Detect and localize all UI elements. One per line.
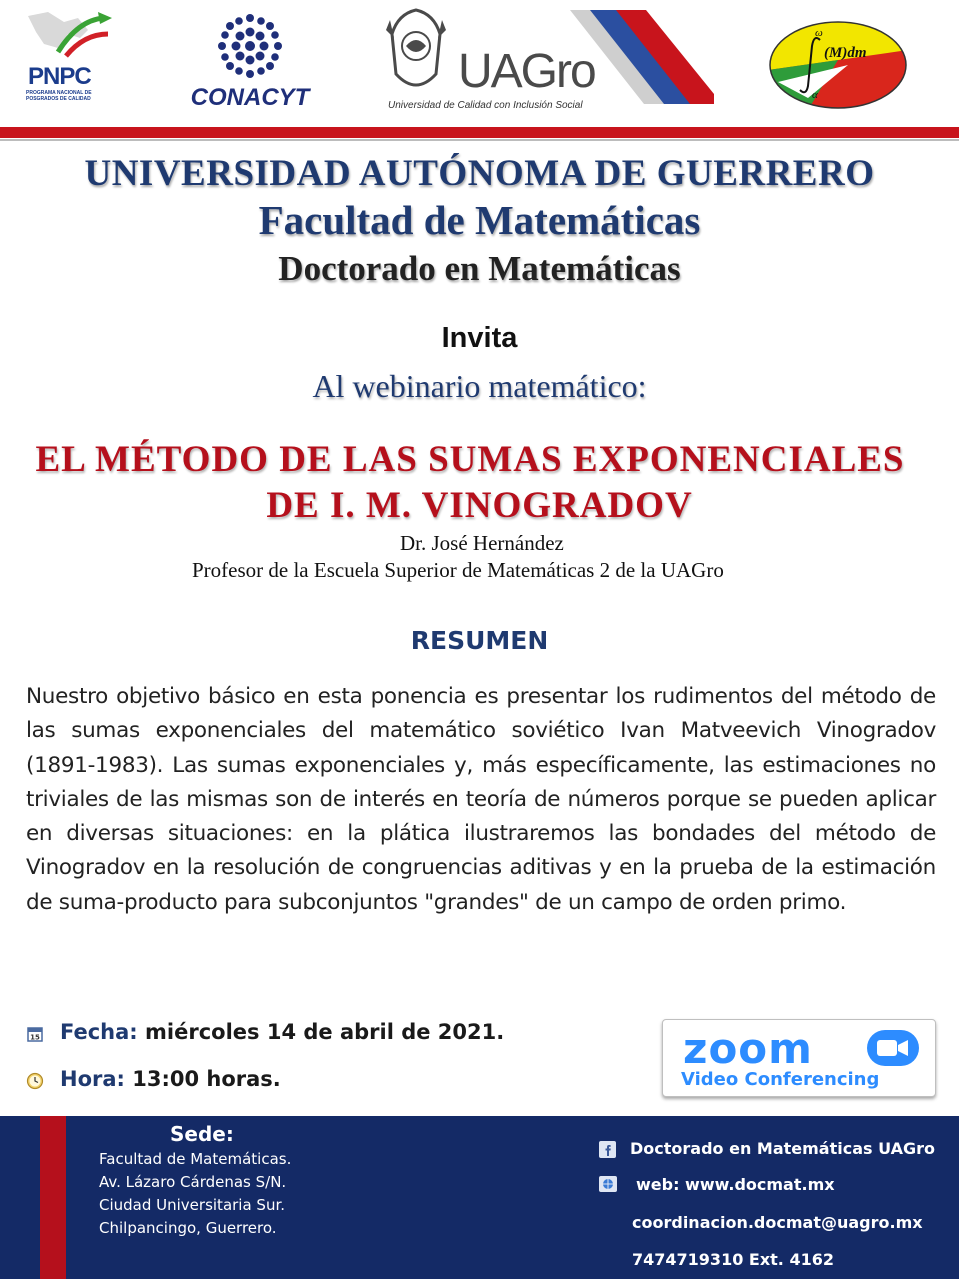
talk-title-line2: DE I. M. VINOGRADOV: [266, 485, 693, 526]
mdm-logo: [768, 20, 908, 110]
mdm-logo-lower: α: [812, 89, 818, 101]
uagro-logo-subtitle: Universidad de Calidad con Inclusión Social: [388, 100, 583, 111]
web-link[interactable]: web: www.docmat.mx: [636, 1175, 835, 1194]
svg-text:15: 15: [30, 1033, 40, 1042]
zoom-camera-icon: [867, 1030, 919, 1071]
footer-red-stripe: [40, 1116, 66, 1279]
calendar-icon: [26, 1024, 44, 1042]
pnpc-logo-subtitle: PROGRAMA NACIONAL DE POSGRADOS DE CALIDAD: [26, 90, 92, 102]
speaker-name: Dr. José Hernández: [400, 531, 564, 555]
sede-line: Av. Lázaro Cárdenas S/N.: [99, 1173, 287, 1191]
program-title: Doctorado en Matemáticas: [278, 249, 681, 288]
invita-text: Invita: [441, 322, 518, 354]
resumen-heading: RESUMEN: [410, 626, 549, 655]
hora-row: [26, 1067, 281, 1097]
uagro-logo-text: UAGro: [458, 45, 595, 98]
webinar-label: Al webinario matemático:: [312, 368, 647, 404]
zoom-logo-subtitle: Video Conferencing: [681, 1069, 880, 1090]
sede-line: Ciudad Universitaria Sur.: [99, 1196, 286, 1214]
header-red-band: [0, 127, 959, 138]
hora-label: Hora:: [60, 1067, 125, 1091]
sede-line: Chilpancingo, Guerrero.: [99, 1219, 277, 1237]
uagro-logo: [384, 4, 714, 114]
conacyt-logo: [180, 8, 320, 114]
zoom-logo: [662, 1019, 936, 1097]
university-title: UNIVERSIDAD AUTÓNOMA DE GUERRERO: [84, 153, 875, 194]
zoom-logo-text: zoom: [683, 1024, 813, 1073]
resumen-text: Nuestro objetivo básico en esta ponencia es presentar los rudimentos del método de las sumas exponenciales del matemático soviético Ivan Matveevich Vinogradov (1891-1983). Las sumas exponenciales y, más específicamente, las estimaciones no triviales de las mismas son de interés en teoría de números porque se pueden aplicar en diversas situaciones: en la plática ilustraremos las bondades del método de Vinogradov en la resolución de congruencias aditivas y en la prueba de la estimación de suma-producto para subconjuntos "grandes" de un campo de orden primo.: [26, 684, 936, 915]
fecha-label: Fecha:: [60, 1020, 138, 1044]
facebook-icon: [599, 1141, 616, 1163]
fecha-value: miércoles 14 de abril de 2021.: [145, 1020, 505, 1044]
header-divider: [0, 139, 959, 141]
facebook-link[interactable]: Doctorado en Matemáticas UAGro: [630, 1139, 936, 1158]
faculty-title: Facultad de Matemáticas: [258, 197, 701, 243]
mdm-logo-upper: ω: [815, 27, 823, 39]
email-link[interactable]: coordinacion.docmat@uagro.mx: [632, 1213, 923, 1232]
speaker-affiliation: Profesor de la Escuela Superior de Matemáticas 2 de la UAGro: [192, 558, 724, 582]
pnpc-logo: [18, 8, 118, 108]
hora-value: 13:00 horas.: [132, 1067, 281, 1091]
sede-line: Facultad de Matemáticas.: [99, 1150, 292, 1168]
pnpc-logo-text: PNPC: [28, 63, 91, 90]
mdm-logo-text: (M)dm: [824, 45, 867, 61]
talk-title-line1: EL MÉTODO DE LAS SUMAS EXPONENCIALES: [35, 439, 905, 480]
conacyt-logo-text: CONACYT: [190, 84, 310, 111]
sede-heading: Sede:: [170, 1122, 234, 1146]
fecha-row: [26, 1020, 504, 1050]
phone-number: 7474719310 Ext. 4162: [632, 1250, 834, 1269]
web-icon: [599, 1176, 617, 1197]
clock-icon: [26, 1071, 44, 1089]
